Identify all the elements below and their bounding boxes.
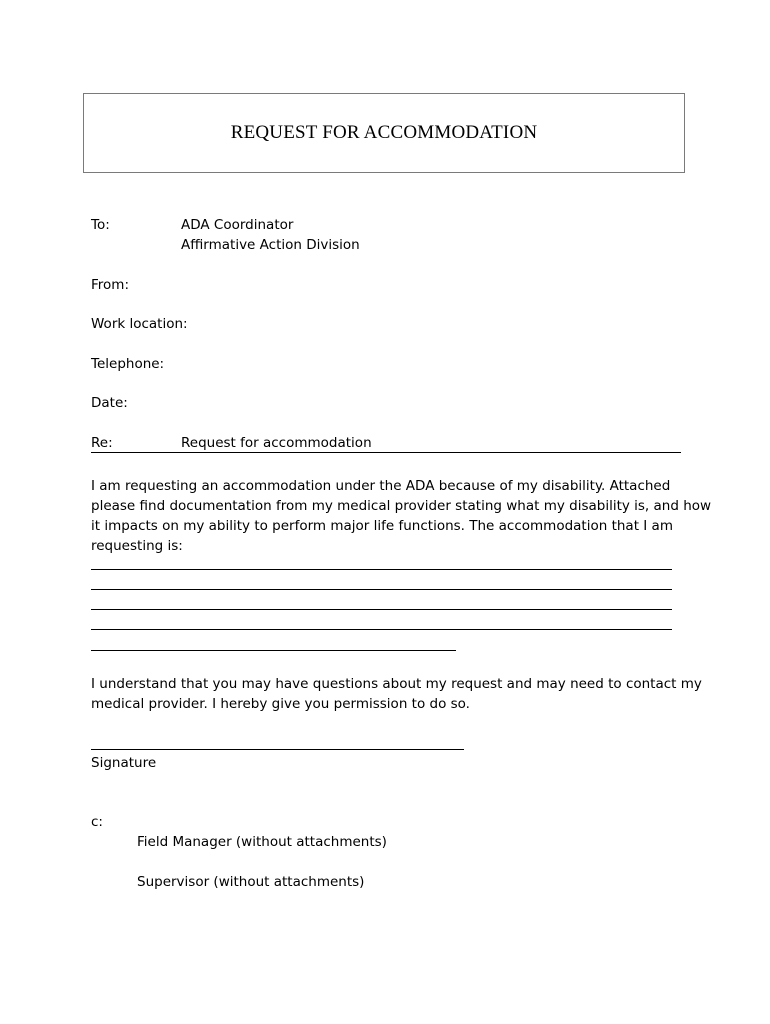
cc-label: c: (91, 814, 103, 830)
accommodation-blank-line (91, 650, 456, 651)
request-paragraph-line: it impacts on my ability to perform major life functions. The accommodation that I am (91, 518, 673, 534)
accommodation-blank-line (91, 629, 672, 630)
signature-line (91, 749, 464, 750)
request-paragraph-line: requesting is: (91, 538, 183, 554)
cc-supervisor: Supervisor (without attachments) (137, 874, 365, 890)
signature-label: Signature (91, 755, 157, 771)
request-paragraph-line: I am requesting an accommodation under the ADA because of my disability. Attached (91, 478, 671, 494)
re-divider (91, 452, 681, 453)
from-label: From: (91, 277, 129, 293)
to-recipient-line2: Affirmative Action Division (181, 237, 360, 253)
title-box (83, 93, 685, 173)
permission-paragraph-line: medical provider. I hereby give you permission to do so. (91, 696, 470, 712)
accommodation-blank-line (91, 609, 672, 610)
request-paragraph-line: please find documentation from my medical provider stating what my disability is, and how (91, 498, 712, 514)
work-location-label: Work location: (91, 316, 188, 332)
to-label: To: (91, 217, 110, 233)
accommodation-blank-line (91, 589, 672, 590)
permission-paragraph-line: I understand that you may have questions about my request and may need to contact my (91, 676, 702, 692)
re-label: Re: (91, 435, 113, 451)
permission-paragraph (91, 674, 702, 714)
request-paragraph (91, 476, 712, 556)
cc-field-manager: Field Manager (without attachments) (137, 834, 387, 850)
re-subject: Request for accommodation (181, 435, 372, 451)
page-title: REQUEST FOR ACCOMMODATION (230, 122, 538, 143)
date-label: Date: (91, 395, 128, 411)
accommodation-blank-line (91, 569, 672, 570)
to-recipient-line1: ADA Coordinator (181, 217, 294, 233)
telephone-label: Telephone: (91, 356, 165, 372)
